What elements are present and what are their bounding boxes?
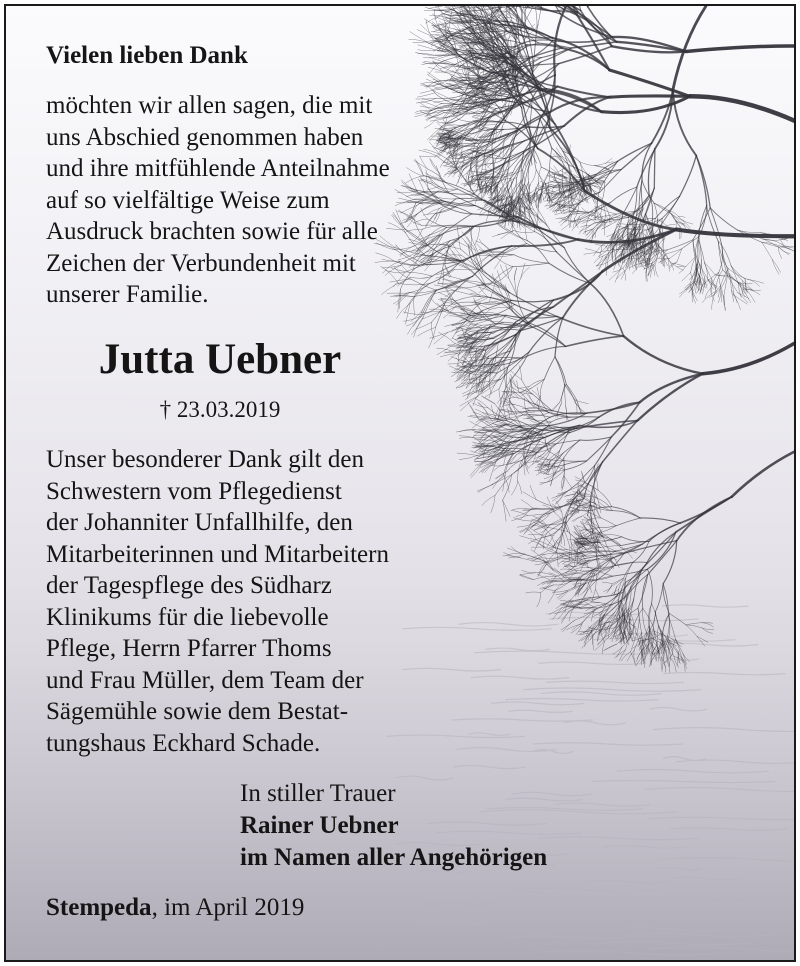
branch: [453, 171, 459, 177]
branch: [421, 85, 440, 89]
branch: [511, 481, 517, 495]
branch: [511, 515, 527, 521]
branch: [521, 500, 533, 508]
branch: [573, 218, 575, 228]
branch: [497, 222, 508, 232]
branch: [457, 453, 478, 455]
branch: [633, 264, 641, 274]
branch: [669, 260, 670, 271]
branch: [541, 195, 542, 202]
branch: [449, 316, 464, 319]
branch: [431, 299, 447, 310]
branch: [456, 296, 480, 300]
branch: [541, 6, 548, 7]
branch: [585, 249, 598, 253]
branch: [682, 237, 699, 249]
branch: [486, 211, 489, 222]
branch: [518, 460, 522, 481]
branch: [563, 533, 565, 546]
branch: [422, 99, 442, 104]
branch: [566, 336, 624, 346]
branch: [623, 268, 626, 280]
branch: [407, 168, 424, 176]
branch: [431, 136, 441, 137]
branch: [432, 104, 456, 110]
branch: [517, 381, 519, 392]
branch: [594, 166, 605, 168]
branch: [566, 384, 576, 400]
branch: [433, 227, 447, 240]
branch: [697, 262, 699, 277]
branch: [677, 266, 686, 267]
branch: [472, 418, 485, 428]
branch: [580, 162, 589, 175]
branch: [564, 440, 580, 458]
branch: [564, 384, 575, 400]
branch: [492, 232, 508, 237]
branch: [477, 484, 493, 491]
branch: [564, 384, 565, 406]
branch: [396, 293, 409, 306]
branch: [513, 263, 549, 267]
branch: [448, 124, 456, 128]
branch: [527, 241, 549, 264]
branch: [608, 249, 609, 262]
branch: [569, 217, 570, 228]
branch: [591, 284, 624, 337]
branch: [624, 336, 703, 374]
branch: [474, 31, 507, 33]
branch: [428, 6, 445, 9]
branch: [522, 408, 534, 409]
branch: [563, 461, 587, 462]
branch: [444, 225, 473, 226]
branch: [428, 67, 443, 71]
branch: [416, 161, 423, 176]
branch: [594, 163, 605, 165]
branch: [586, 194, 589, 203]
branch: [414, 297, 415, 316]
obituary-notice: [4, 4, 796, 962]
branch: [521, 263, 525, 277]
branch: [646, 267, 647, 282]
branch: [471, 464, 482, 478]
branch: [470, 464, 482, 476]
branch: [580, 162, 595, 166]
branch: [690, 96, 794, 126]
branch: [686, 257, 696, 267]
branch: [497, 271, 502, 287]
branch: [487, 432, 506, 434]
branch: [604, 210, 617, 214]
branch: [594, 245, 603, 256]
branch: [434, 332, 448, 344]
branch: [483, 397, 495, 404]
branch: [513, 411, 522, 427]
branch: [504, 454, 514, 475]
branch: [703, 283, 705, 294]
branch: [460, 396, 478, 406]
branch: [654, 149, 655, 188]
branch: [426, 252, 433, 266]
branch: [570, 214, 580, 215]
branch: [515, 280, 518, 297]
branch: [594, 466, 595, 488]
branch: [518, 481, 522, 494]
branch: [417, 190, 439, 192]
branch: [439, 204, 472, 214]
branch: [604, 224, 605, 235]
branch: [703, 336, 794, 374]
branch: [572, 201, 581, 215]
branch: [475, 227, 480, 245]
branch: [478, 373, 498, 396]
branch: [481, 464, 495, 472]
branch: [536, 406, 543, 414]
branch: [528, 156, 532, 182]
branch: [459, 437, 475, 438]
branch: [414, 276, 432, 297]
branch: [544, 357, 555, 380]
branch: [655, 265, 658, 277]
branch: [417, 30, 434, 38]
branch: [482, 495, 495, 505]
branch: [517, 277, 521, 297]
branch: [533, 327, 566, 346]
branch: [513, 508, 531, 509]
branch: [565, 477, 572, 488]
branch: [500, 441, 512, 442]
branch: [549, 263, 591, 284]
branch: [473, 116, 488, 118]
branch: [401, 255, 426, 265]
branch: [434, 291, 455, 295]
branch: [417, 204, 439, 215]
branch: [418, 50, 436, 51]
branch: [491, 495, 495, 512]
branch: [609, 270, 620, 280]
branch: [411, 310, 423, 322]
branch: [686, 46, 794, 52]
branch: [704, 263, 715, 275]
branch: [661, 196, 680, 225]
branch: [560, 384, 565, 402]
branch: [535, 6, 537, 33]
branch: [410, 276, 432, 278]
branch: [549, 148, 551, 170]
branch: [772, 260, 779, 275]
branch: [474, 431, 486, 432]
branch: [680, 156, 697, 197]
branch: [553, 272, 602, 308]
branch: [512, 240, 578, 247]
branch: [409, 272, 432, 276]
branch: [458, 281, 484, 284]
branch: [510, 231, 527, 241]
branch: [445, 288, 461, 297]
branch: [503, 500, 511, 516]
branch: [557, 317, 624, 337]
branch: [420, 156, 428, 169]
branch: [617, 224, 628, 225]
branch: [609, 96, 689, 97]
branch: [462, 350, 467, 365]
branch: [772, 260, 780, 273]
branch: [510, 433, 526, 449]
branch: [527, 461, 538, 469]
branch: [540, 480, 552, 485]
branch: [594, 256, 603, 263]
branch: [443, 274, 462, 279]
branch: [668, 240, 694, 250]
branch: [530, 485, 536, 499]
branch: [419, 150, 437, 156]
branch: [584, 253, 599, 255]
branch: [406, 195, 422, 197]
branch: [580, 437, 611, 440]
branch: [676, 230, 794, 237]
branch: [555, 357, 564, 384]
branch: [537, 387, 540, 399]
branch: [602, 225, 609, 229]
branch: [416, 98, 437, 99]
branch: [718, 241, 731, 265]
branch: [667, 224, 676, 226]
branch: [616, 42, 686, 52]
branch: [504, 460, 522, 465]
